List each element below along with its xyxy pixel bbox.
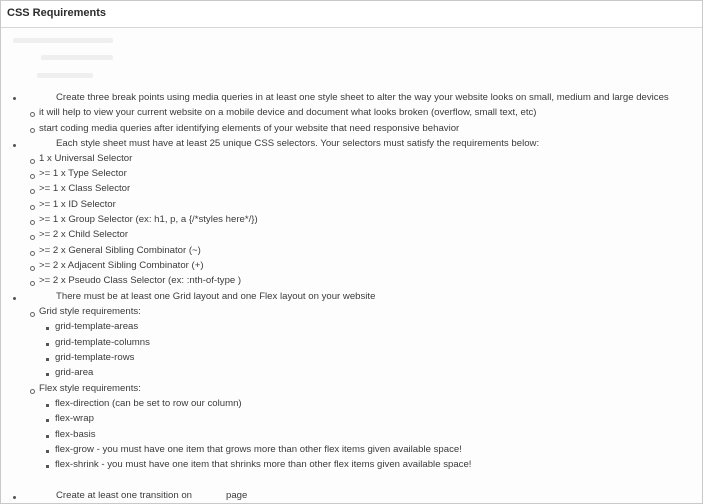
bullet-open [30, 281, 35, 286]
bullet-square [46, 373, 49, 376]
list-item: grid-template-rows [55, 352, 135, 363]
bullet-open [30, 220, 35, 225]
blurred-text-line [41, 55, 113, 60]
bullet-filled [13, 297, 16, 300]
bullet-square [46, 404, 49, 407]
list-item: grid-template-columns [55, 337, 150, 348]
list-item: >= 1 x ID Selector [39, 199, 116, 210]
list-item: There must be at least one Grid layout and one Flex layout on your website [56, 291, 376, 302]
bullet-open [30, 112, 35, 117]
bullet-open [30, 266, 35, 271]
bullet-open [30, 159, 35, 164]
bullet-open [30, 189, 35, 194]
bullet-square [46, 327, 49, 330]
bullet-square [46, 450, 49, 453]
bullet-open [30, 174, 35, 179]
list-item: grid-template-areas [55, 321, 139, 332]
list-item: flex-basis [55, 429, 96, 440]
blurred-text-line [37, 73, 93, 78]
list-item: grid-area [55, 367, 94, 378]
list-item: Create three break points using media queries in at least one style sheet to alter the way your website looks on small, medium and large devices [56, 92, 669, 103]
list-item: flex-direction (can be set to row our column) [55, 398, 242, 409]
list-item: >= 2 x Pseudo Class Selector (ex: :nth-of-type ) [39, 275, 242, 286]
list-item: >= 2 x General Sibling Combinator (~) [39, 245, 201, 256]
bullet-square [46, 419, 49, 422]
list-item: >= 2 x Child Selector [39, 229, 129, 240]
list-item: flex-grow - you must have one item that grows more than other flex items given available space! [55, 444, 462, 455]
bullet-open [30, 389, 35, 394]
list-item: Each style sheet must have at least 25 unique CSS selectors. Your selectors must satisfy the requirements below: [56, 138, 540, 149]
list-item: flex-wrap [55, 413, 94, 424]
list-item: Flex style requirements: [39, 383, 141, 394]
list-item: >= 1 x Type Selector [39, 168, 127, 179]
bullet-square [46, 343, 49, 346]
list-item: >= 1 x Group Selector (ex: h1, p, a {/*styles here*/}) [39, 214, 258, 225]
bullet-open [30, 251, 35, 256]
bullet-open [30, 235, 35, 240]
bullet-filled [13, 97, 16, 100]
list-item: 1 x Universal Selector [39, 153, 133, 164]
bullet-square [46, 358, 49, 361]
list-item: >= 1 x Class Selector [39, 183, 131, 194]
bullet-open [30, 128, 35, 133]
list-item: Grid style requirements: [39, 306, 141, 317]
list-item: start coding media queries after identifying elements of your website that need responsive behavior [39, 123, 460, 134]
list-item: flex-shrink - you must have one item that shrinks more than other flex items given available space! [55, 459, 472, 470]
bullet-filled [13, 144, 16, 147]
blurred-text-line [53, 38, 113, 43]
bullet-square [46, 435, 49, 438]
bullet-open [30, 205, 35, 210]
list-item: it will help to view your current website on a mobile device and document what looks broken (overflow, small text, etc) [39, 107, 537, 118]
list-item: >= 2 x Adjacent Sibling Combinator (+) [39, 260, 204, 271]
list-item: Create at least one transition on [56, 490, 192, 501]
document-title: CSS Requirements [7, 7, 107, 19]
bullet-filled [13, 496, 16, 499]
title-bar [1, 1, 702, 28]
list-item: page [226, 490, 248, 501]
bullet-square [46, 465, 49, 468]
bullet-open [30, 312, 35, 317]
